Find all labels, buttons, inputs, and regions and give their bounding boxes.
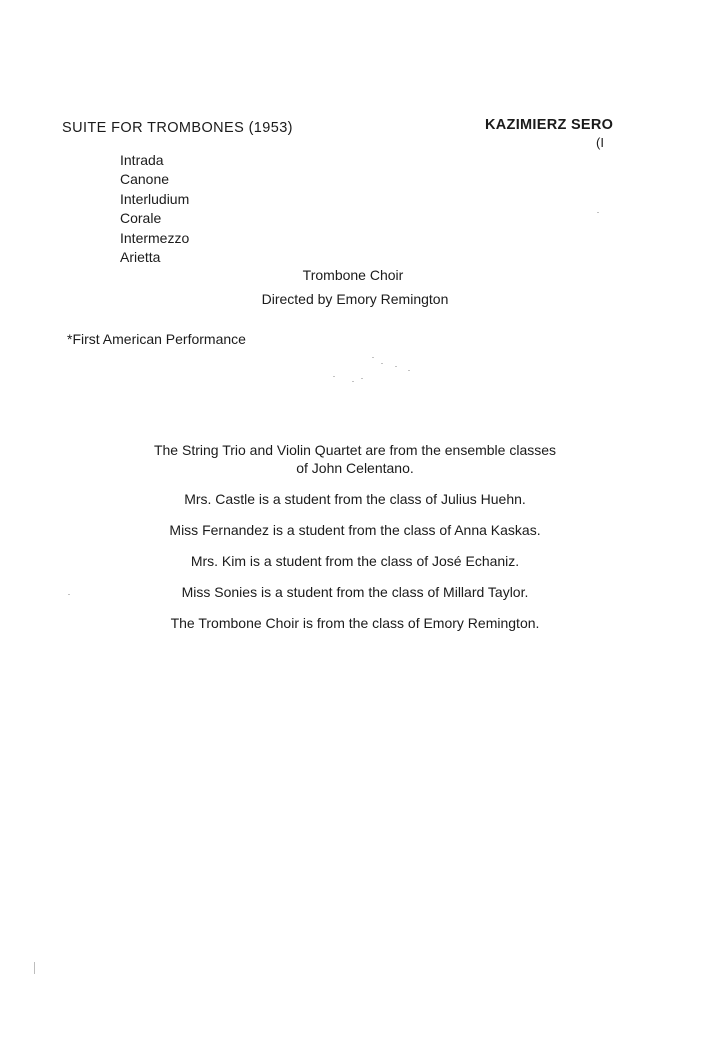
- movement-item: Intrada: [120, 152, 164, 168]
- movement-item: Interludium: [120, 190, 190, 207]
- movement-list: [120, 151, 189, 267]
- ensemble-name: Trombone Choir: [302, 267, 404, 283]
- scan-edge-mark: [34, 962, 35, 974]
- note-line: Miss Sonies is a student from the class of Millard Taylor.: [181, 584, 529, 600]
- director-line: Directed by Emory Remington: [261, 291, 449, 307]
- note-line: The Trombone Choir is from the class of Emory Remington.: [170, 615, 540, 631]
- movement-item: Arietta: [120, 249, 161, 266]
- note-item: [0, 552, 710, 570]
- note-line: Mrs. Castle is a student from the class of Julius Huehn.: [184, 491, 526, 507]
- movement-item: Corale: [120, 210, 162, 227]
- composer-note: (I: [596, 135, 604, 150]
- note-item: [0, 521, 710, 539]
- note-item: [0, 583, 710, 601]
- performance-footnote: *First American Performance: [67, 331, 246, 347]
- composer-name: KAZIMIERZ SERO: [485, 117, 614, 133]
- movement-item: Canone: [120, 171, 170, 188]
- movement-item: Intermezzo: [120, 229, 190, 246]
- note-item: [0, 614, 710, 632]
- notes-list: [0, 441, 710, 645]
- note-item: [0, 441, 710, 477]
- piece-title: SUITE FOR TROMBONES (1953): [62, 120, 293, 136]
- note-line: The String Trio and Violin Quartet are from the ensemble classes: [153, 442, 557, 458]
- note-line: Miss Fernandez is a student from the class of Anna Kaskas.: [169, 522, 541, 538]
- note-item: [0, 490, 710, 508]
- note-line: of John Celentano.: [296, 460, 414, 476]
- note-line: Mrs. Kim is a student from the class of José Echaniz.: [190, 553, 520, 569]
